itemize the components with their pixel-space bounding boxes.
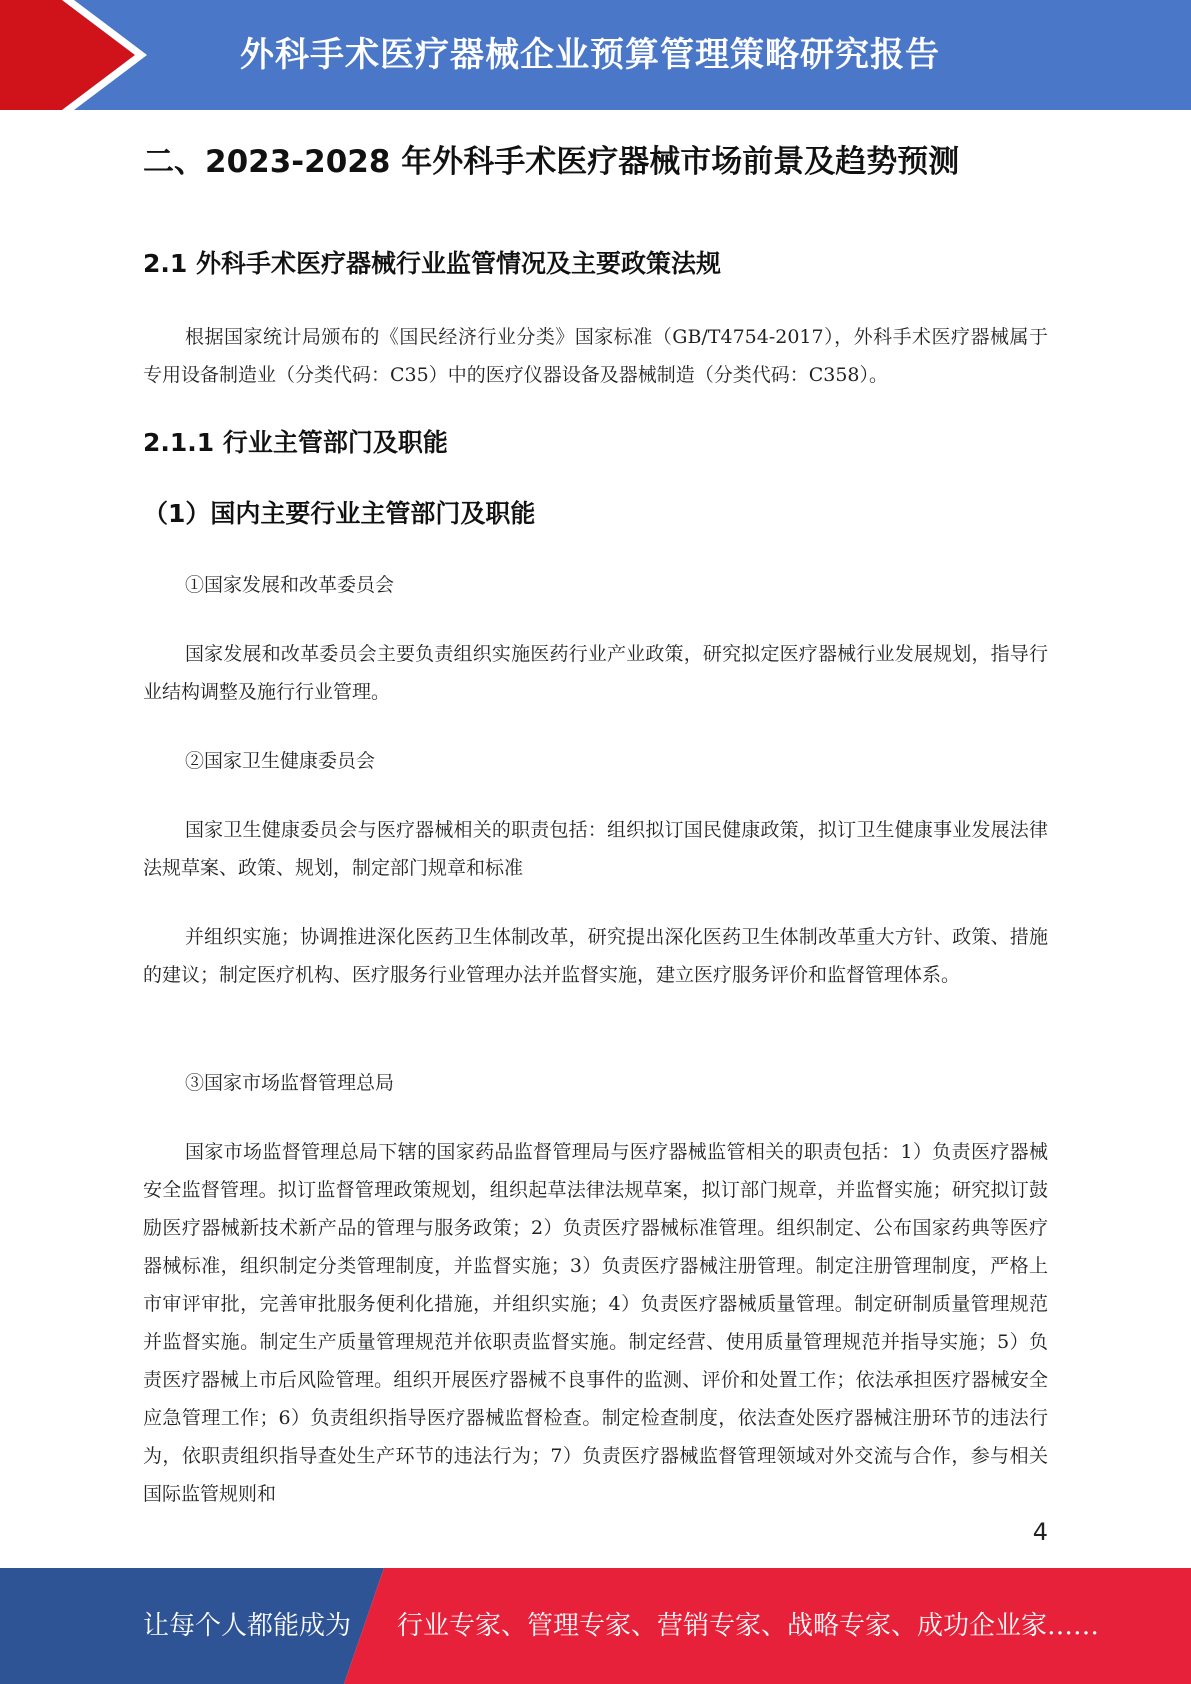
- header-arrow-decoration: [0, 0, 150, 110]
- section-heading: 二、2023-2028 年外科手术医疗器械市场前景及趋势预测: [143, 144, 960, 180]
- header-banner: [0, 0, 1191, 110]
- report-title: 外科手术医疗器械企业预算管理策略研究报告: [240, 35, 940, 75]
- item-title-samr: ③国家市场监督管理总局: [185, 1072, 395, 1094]
- footer-slogan-left: 让每个人都能成为: [143, 1611, 352, 1641]
- footer-slogan-right: 行业专家、管理专家、营销专家、战略专家、成功企业家……: [397, 1611, 1100, 1641]
- item-paragraph-ndrc: 国家发展和改革委员会主要负责组织实施医药行业产业政策，研究拟定医疗器械行业发展规划，指导行业结构调整及施行行业管理。: [143, 643, 1048, 703]
- sub-subsection-heading: 2.1.1 行业主管部门及职能: [143, 428, 448, 457]
- subsection-heading: 2.1 外科手术医疗器械行业监管情况及主要政策法规: [143, 249, 721, 278]
- item-title-ndrc: ①国家发展和改革委员会: [185, 574, 395, 596]
- page-number: 4: [1032, 1518, 1048, 1546]
- item-paragraph-nhc-1: 国家卫生健康委员会与医疗器械相关的职责包括：组织拟订国民健康政策，拟订卫生健康事业发展法律法规草案、政策、规划，制定部门规章和标准: [143, 819, 1048, 879]
- intro-paragraph: 根据国家统计局颁布的《国民经济行业分类》国家标准（GB/T4754-2017），外科手术医疗器械属于专用设备制造业（分类代码：C35）中的医疗仪器设备及器械制造（分类代码：C358）。: [143, 326, 1048, 386]
- sub-sub-subsection-heading: （1）国内主要行业主管部门及职能: [143, 499, 536, 528]
- item-paragraph-nhc-2: 并组织实施；协调推进深化医药卫生体制改革，研究提出深化医药卫生体制改革重大方针、政策、措施的建议；制定医疗机构、医疗服务行业管理办法并监督实施，建立医疗服务评价和监督管理体系。: [143, 926, 1048, 986]
- item-title-nhc: ②国家卫生健康委员会: [185, 750, 376, 772]
- item-paragraph-samr: 国家市场监督管理总局下辖的国家药品监督管理局与医疗器械监管相关的职责包括：1）负责医疗器械安全监督管理。拟订监督管理政策规划，组织起草法律法规草案，拟订部门规章，并监督实施；研究拟订鼓励医疗器械新技术新产品的管理与服务政策；2）负责医疗器械标准管理。组织制定、公布国家药典等医疗器械标准，组织制定分类管理制度，并监督实施；3）负责医疗器械注册管理。制定注册管理制度，严格上市审评审批，完善审批服务便利化措施，并组织实施；4）负责医疗器械质量管理。制定研制质量管理规范并监督实施。制定生产质量管理规范并依职责监督实施。制定经营、使用质量管理规范并指导实施；5）负责医疗器械上市后风险管理。组织开展医疗器械不良事件的监测、评价和处置工作；依法承担医疗器械安全应急管理工作；6）负责组织指导医疗器械监督检查。制定检查制度，依法查处医疗器械注册环节的违法行为，依职责组织指导查处生产环节的违法行为；7）负责医疗器械监督管理领域对外交流与合作，参与相关国际监管规则和: [143, 1141, 1048, 1505]
- footer-banner: [0, 1568, 1191, 1684]
